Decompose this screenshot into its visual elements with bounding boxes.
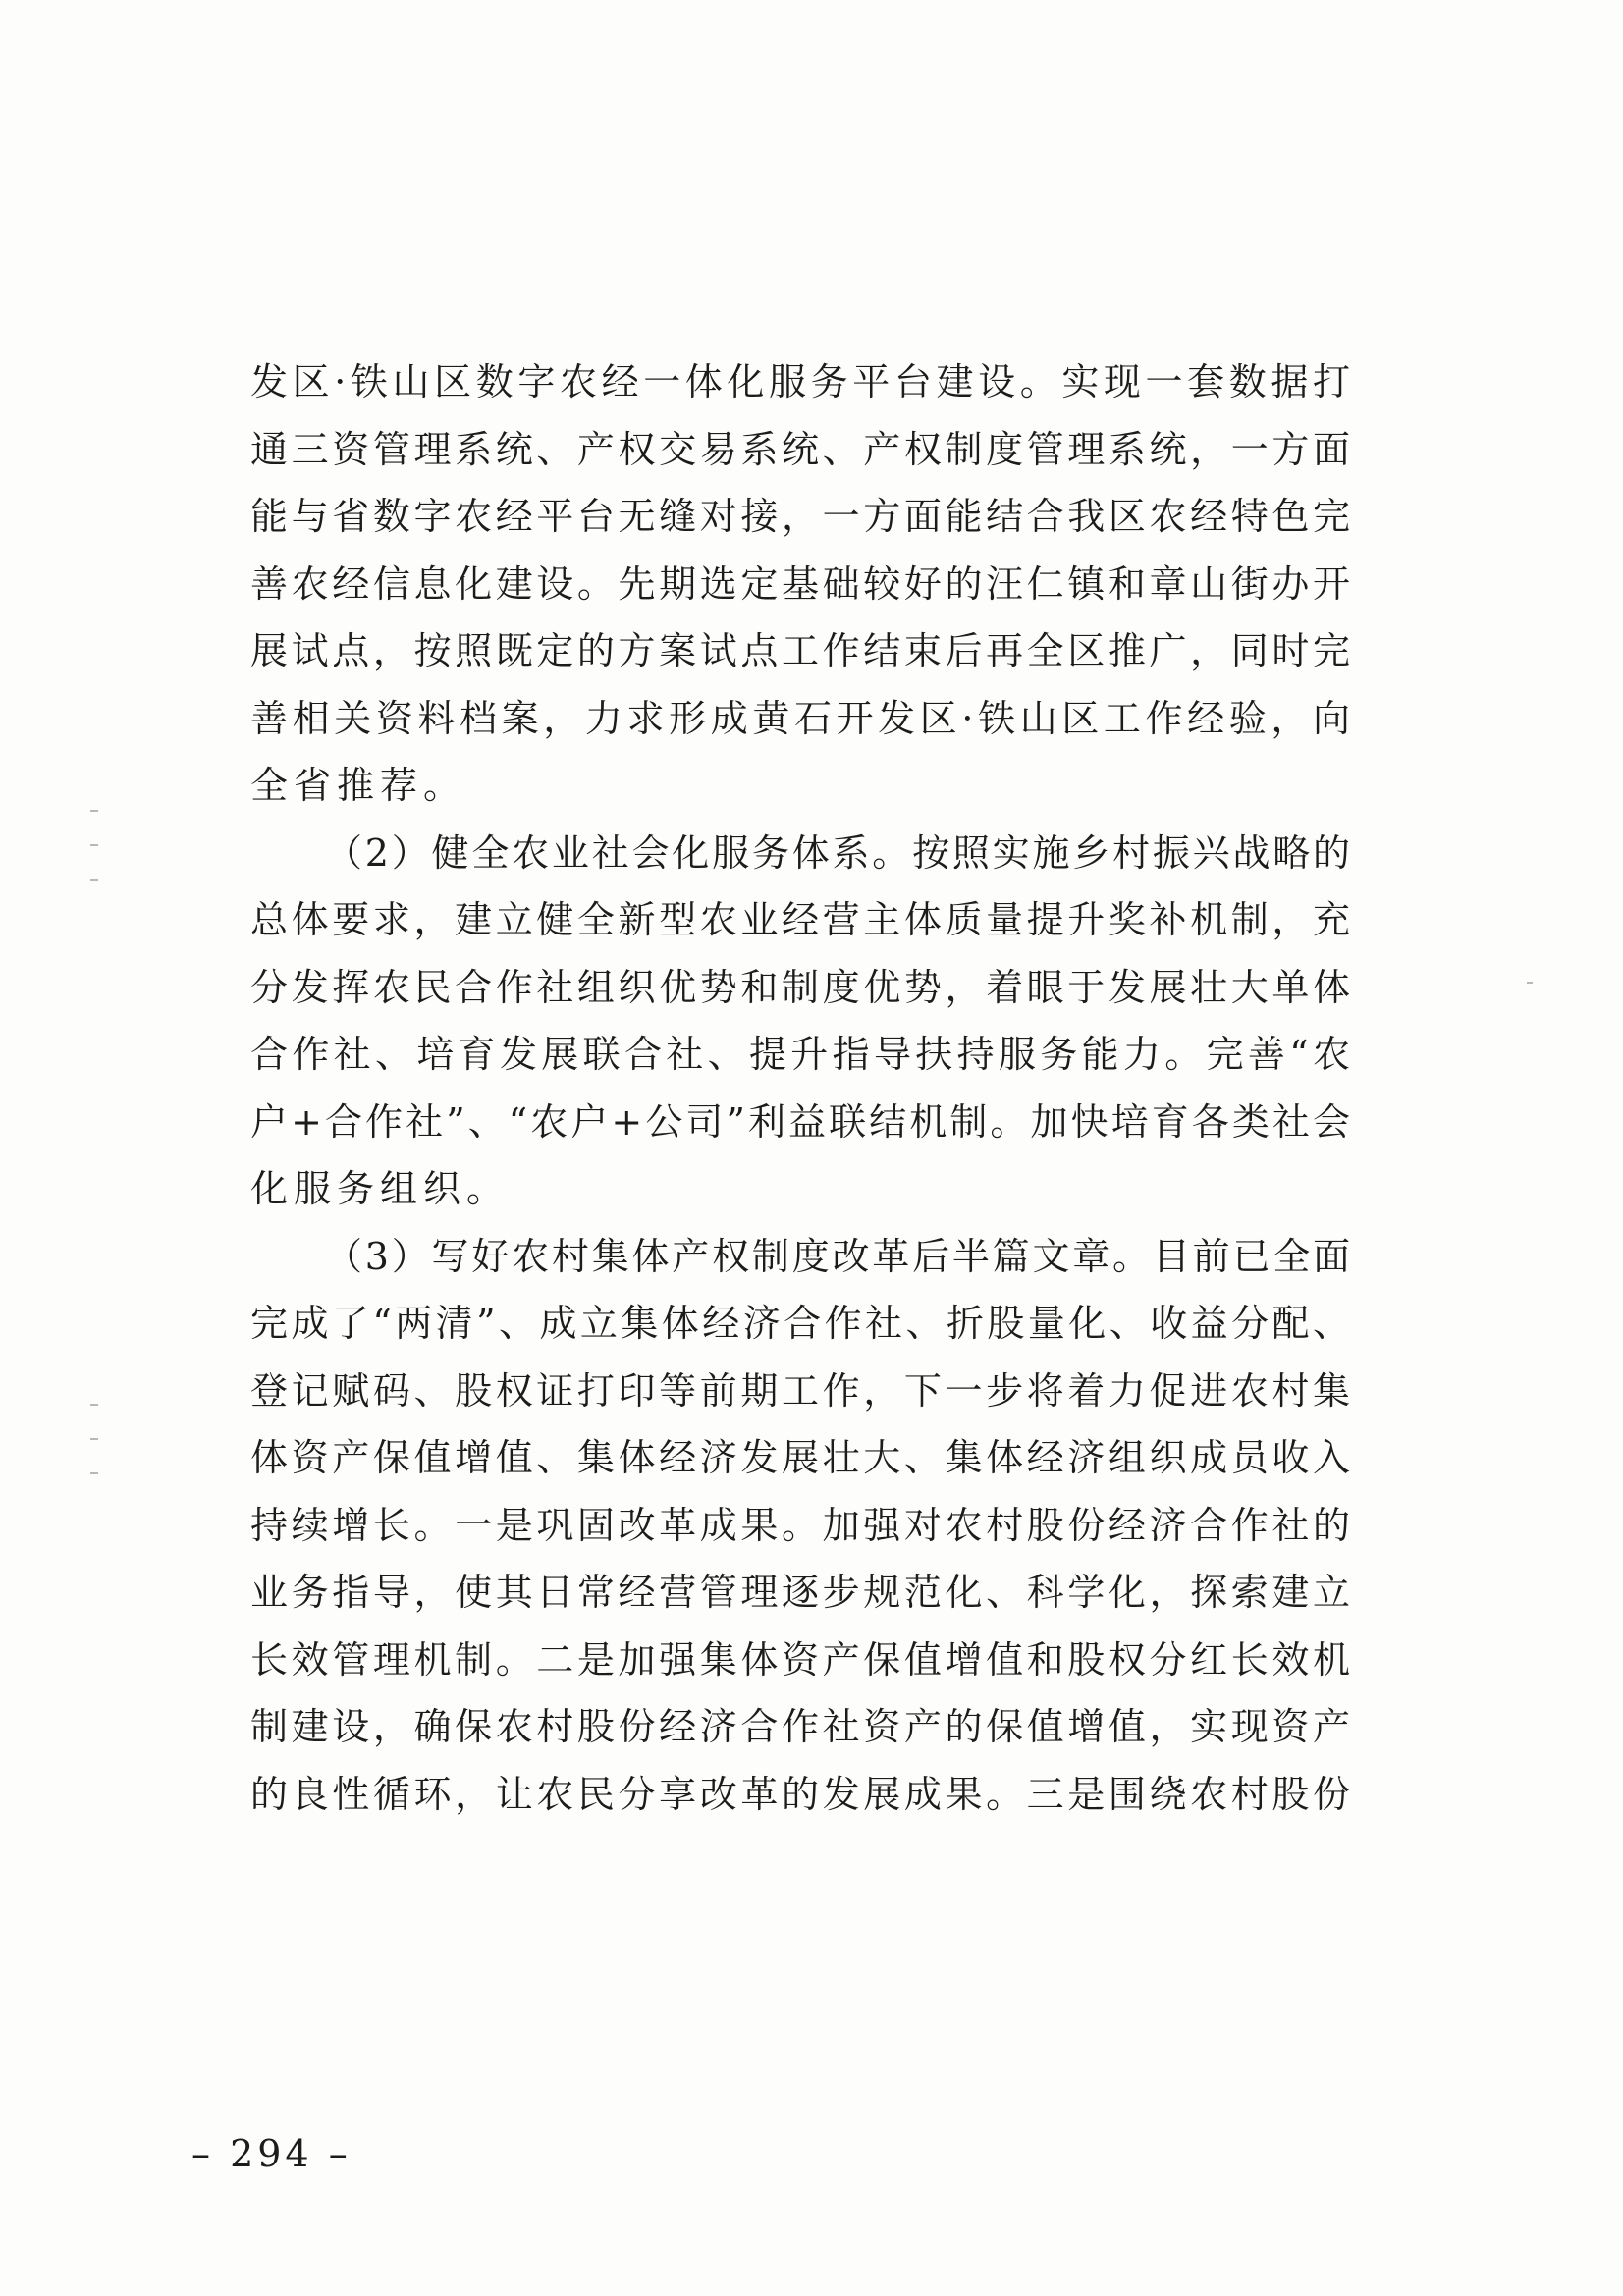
text-line: 发区·铁山区数字农经一体化服务平台建设。实现一套数据打 [250,360,1350,403]
scan-mark [90,844,98,846]
text-line: 户+合作社”、“农户+公司”利益联结机制。加快培育各类社会 [250,1099,1350,1144]
text-line: （2）健全农业社会化服务体系。按照实施乡村振兴战略的 [325,830,1350,875]
scan-mark [90,1438,98,1440]
text-line: 体资产保值增值、集体经济发展壮大、集体经济组织成员收入 [250,1436,1350,1479]
text-line: 制建设，确保农村股份经济合作社资产的保值增值，实现资产 [250,1705,1350,1748]
text-line: 持续增长。一是巩固改革成果。加强对农村股份经济合作社的 [250,1503,1350,1547]
text-line: （3）写好农村集体产权制度改革后半篇文章。目前已全面 [325,1234,1350,1278]
text-line: 通三资管理系统、产权交易系统、产权制度管理系统，一方面 [250,427,1350,471]
text-line: 化服务组织。 [250,1167,511,1210]
text-line: 的良性循环，让农民分享改革的发展成果。三是围绕农村股份 [250,1772,1350,1816]
text-line: 长效管理机制。二是加强集体资产保值增值和股权分红长效机 [250,1637,1350,1682]
text-line: 展试点，按照既定的方案试点工作结束后再全区推广，同时完 [250,629,1350,672]
scan-mark [90,1472,98,1474]
text-line: 业务指导，使其日常经营管理逐步规范化、科学化，探索建立 [250,1571,1350,1614]
page-number: – 294 – [191,2132,352,2175]
scan-mark [1527,982,1533,984]
text-line: 善相关资料档案，力求形成黄石开发区·铁山区工作经验，向 [250,696,1350,740]
text-line: 能与省数字农经平台无缝对接，一方面能结合我区农经特色完 [250,495,1350,538]
scan-mark [90,810,98,812]
text-line: 全省推荐。 [250,764,467,807]
text-line: 登记赋码、股权证打印等前期工作，下一步将着力促进农村集 [250,1368,1350,1413]
text-line: 善农经信息化建设。先期选定基础较好的汪仁镇和章山街办开 [250,561,1350,606]
text-line: 分发挥农民合作社组织优势和制度优势，着眼于发展壮大单体 [250,965,1350,1009]
body-text [250,348,1350,1828]
text-line: 完成了“两清”、成立集体经济合作社、折股量化、收益分配、 [250,1302,1350,1345]
text-line: 总体要求，建立健全新型农业经营主体质量提升奖补机制，充 [250,898,1350,941]
text-line: 合作社、培育发展联合社、提升指导扶持服务能力。完善“农 [250,1033,1350,1076]
scan-mark [90,1404,98,1406]
scan-mark [90,879,98,881]
